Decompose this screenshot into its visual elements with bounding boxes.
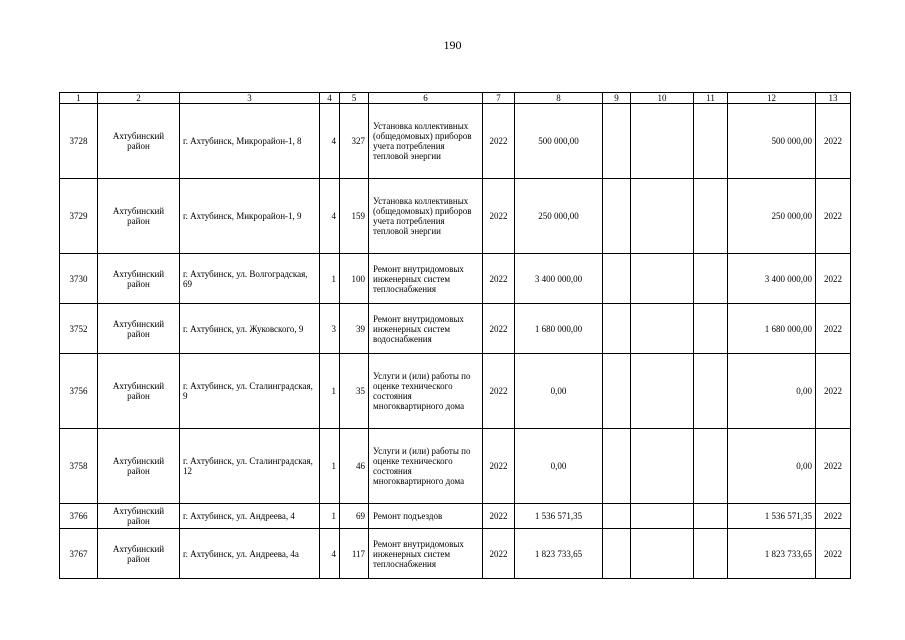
column-header: 13 [816,93,851,104]
page-number: 190 [443,38,462,52]
total-amount-cell: 250 000,00 [728,179,816,254]
col4-cell: 4 [320,529,340,579]
col9-cell [603,104,631,179]
col4-cell: 1 [320,354,340,429]
district-cell: Ахтубинский район [98,104,180,179]
amount-cell: 250 000,00 [515,179,603,254]
col11-cell [694,254,728,304]
row-id-cell: 3728 [60,104,98,179]
col5-cell: 35 [340,354,369,429]
work-type-cell: Ремонт подъездов [369,504,483,529]
year-cell: 2022 [483,354,515,429]
col4-cell: 4 [320,179,340,254]
col10-cell [631,529,694,579]
amount-cell: 3 400 000,00 [515,254,603,304]
col11-cell [694,504,728,529]
row-id-cell: 3729 [60,179,98,254]
district-cell: Ахтубинский район [98,354,180,429]
column-header: 2 [98,93,180,104]
district-cell: Ахтубинский район [98,304,180,354]
column-header: 8 [515,93,603,104]
col4-cell: 1 [320,504,340,529]
total-amount-cell: 1 823 733,65 [728,529,816,579]
column-header: 7 [483,93,515,104]
col10-cell [631,304,694,354]
column-header: 4 [320,93,340,104]
col10-cell [631,354,694,429]
table-row [60,254,851,304]
total-amount-cell: 1 680 000,00 [728,304,816,354]
col11-cell [694,104,728,179]
district-cell: Ахтубинский район [98,179,180,254]
column-header: 12 [728,93,816,104]
completion-year-cell: 2022 [816,304,851,354]
row-id-cell: 3758 [60,429,98,504]
completion-year-cell: 2022 [816,529,851,579]
completion-year-cell: 2022 [816,104,851,179]
row-id-cell: 3752 [60,304,98,354]
work-type-cell: Ремонт внутридомовых инженерных систем водоснабжения [369,304,483,354]
address-cell: г. Ахтубинск, ул. Сталинградская, 12 [180,429,320,504]
address-cell: г. Ахтубинск, ул. Волгоградская, 69 [180,254,320,304]
table-row [60,529,851,579]
column-header: 6 [369,93,483,104]
year-cell: 2022 [483,429,515,504]
address-cell: г. Ахтубинск, ул. Жуковского, 9 [180,304,320,354]
col11-cell [694,179,728,254]
amount-cell: 1 680 000,00 [515,304,603,354]
completion-year-cell: 2022 [816,254,851,304]
column-header: 10 [631,93,694,104]
col5-cell: 327 [340,104,369,179]
total-amount-cell: 1 536 571,35 [728,504,816,529]
col4-cell: 3 [320,304,340,354]
col5-cell: 100 [340,254,369,304]
amount-cell: 1 536 571,35 [515,504,603,529]
address-cell: г. Ахтубинск, ул. Андреева, 4а [180,529,320,579]
total-amount-cell: 3 400 000,00 [728,254,816,304]
year-cell: 2022 [483,104,515,179]
amount-cell: 0,00 [515,429,603,504]
table-row [60,504,851,529]
col5-cell: 159 [340,179,369,254]
col5-cell: 39 [340,304,369,354]
col5-cell: 69 [340,504,369,529]
col11-cell [694,529,728,579]
year-cell: 2022 [483,304,515,354]
work-type-cell: Установка коллективных (общедомовых) приборов учета потребления тепловой энергии [369,179,483,254]
row-id-cell: 3730 [60,254,98,304]
column-header: 5 [340,93,369,104]
address-cell: г. Ахтубинск, ул. Андреева, 4 [180,504,320,529]
column-header: 11 [694,93,728,104]
col10-cell [631,504,694,529]
table-row [60,304,851,354]
district-cell: Ахтубинский район [98,254,180,304]
address-cell: г. Ахтубинск, ул. Сталинградская, 9 [180,354,320,429]
district-cell: Ахтубинский район [98,504,180,529]
row-id-cell: 3767 [60,529,98,579]
row-id-cell: 3756 [60,354,98,429]
col5-cell: 117 [340,529,369,579]
column-header: 9 [603,93,631,104]
table-row [60,104,851,179]
total-amount-cell: 0,00 [728,354,816,429]
year-cell: 2022 [483,179,515,254]
table-row [60,429,851,504]
total-amount-cell: 0,00 [728,429,816,504]
column-header: 1 [60,93,98,104]
col5-cell: 46 [340,429,369,504]
col11-cell [694,354,728,429]
row-id-cell: 3766 [60,504,98,529]
col4-cell: 1 [320,254,340,304]
col10-cell [631,179,694,254]
district-cell: Ахтубинский район [98,429,180,504]
address-cell: г. Ахтубинск, Микрорайон-1, 8 [180,104,320,179]
col9-cell [603,429,631,504]
col9-cell [603,304,631,354]
column-header: 3 [180,93,320,104]
col9-cell [603,354,631,429]
table-row [60,179,851,254]
col9-cell [603,529,631,579]
completion-year-cell: 2022 [816,504,851,529]
work-type-cell: Ремонт внутридомовых инженерных систем теплоснабжения [369,529,483,579]
year-cell: 2022 [483,254,515,304]
table-row [60,354,851,429]
work-type-cell: Установка коллективных (общедомовых) приборов учета потребления тепловой энергии [369,104,483,179]
total-amount-cell: 500 000,00 [728,104,816,179]
year-cell: 2022 [483,504,515,529]
district-cell: Ахтубинский район [98,529,180,579]
col10-cell [631,254,694,304]
amount-cell: 0,00 [515,354,603,429]
col9-cell [603,254,631,304]
completion-year-cell: 2022 [816,429,851,504]
col10-cell [631,429,694,504]
column-number-row [60,93,851,104]
col10-cell [631,104,694,179]
work-type-cell: Ремонт внутридомовых инженерных систем теплоснабжения [369,254,483,304]
col11-cell [694,304,728,354]
work-type-cell: Услуги и (или) работы по оценке технического состояния многоквартирного дома [369,354,483,429]
address-cell: г. Ахтубинск, Микрорайон-1, 9 [180,179,320,254]
amount-cell: 500 000,00 [515,104,603,179]
completion-year-cell: 2022 [816,354,851,429]
col11-cell [694,429,728,504]
col4-cell: 4 [320,104,340,179]
col9-cell [603,179,631,254]
completion-year-cell: 2022 [816,179,851,254]
amount-cell: 1 823 733,65 [515,529,603,579]
col4-cell: 1 [320,429,340,504]
capital-repair-table [59,92,851,579]
year-cell: 2022 [483,529,515,579]
col9-cell [603,504,631,529]
work-type-cell: Услуги и (или) работы по оценке технического состояния многоквартирного дома [369,429,483,504]
